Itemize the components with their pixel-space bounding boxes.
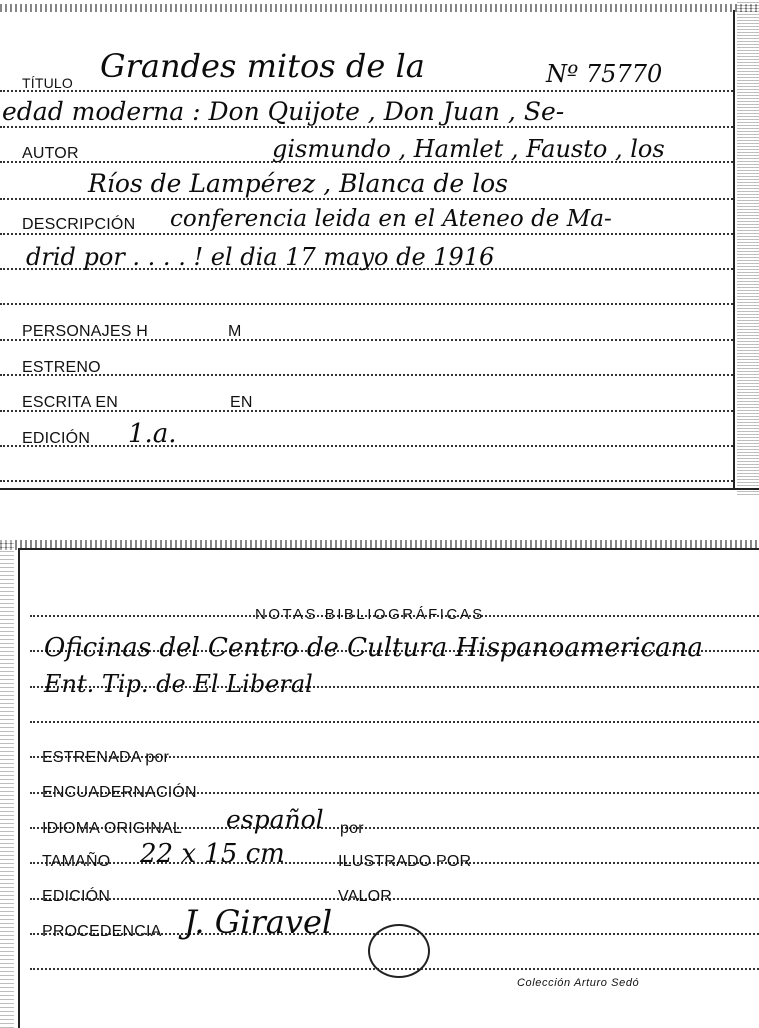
handwritten-size: 22 x 15 cm [140,839,285,869]
estrenada-label: ESTRENADA por [42,749,170,766]
handwritten-catalog-number: Nº 75770 [546,60,663,88]
ruled-line [0,126,733,128]
ruled-line [0,303,733,305]
idioma-label: IDIOMA ORIGINAL [42,820,182,837]
en-label: EN [230,394,253,411]
ruled-line [0,374,733,376]
card-left-border [18,548,20,1028]
card-top-border [18,548,759,550]
handwritten-title-line3: gismundo , Hamlet , Fausto , los [272,135,665,163]
card-left-edge [0,540,14,1028]
procedencia-label: PROCEDENCIA [42,923,162,940]
catalog-card-top [0,0,759,495]
handwritten-description-line2: drid por . . . . ! el dia 17 mayo de 1916 [26,243,495,271]
handwritten-title-line2: edad moderna : Don Quijote , Don Juan , Se- [2,97,565,126]
personajes-h-label: PERSONAJES H [22,323,148,340]
por-label: por [340,820,364,837]
estreno-label: ESTRENO [22,359,101,376]
handwritten-author: Ríos de Lampérez , Blanca de los [88,169,509,198]
ilustrado-label: ILUSTRADO POR [338,853,472,870]
ruled-line [0,90,733,92]
notas-heading: NOTAS BIBLIOGRÁFICAS [255,606,485,623]
valor-label: VALOR [338,888,393,905]
catalog-card-bottom [0,540,759,1028]
handwritten-description-line1: conferencia leida en el Ateneo de Ma- [170,206,612,232]
ruled-line [0,480,733,482]
card-bottom-border [0,488,759,490]
ruled-line [30,721,759,723]
ruled-line [0,445,733,447]
titulo-label: TÍTULO [22,75,73,91]
descripcion-label: DESCRIPCIÓN [22,216,136,233]
handwritten-title-line1: Grandes mitos de la [100,47,425,85]
tamano-label: TAMAÑO [42,853,111,870]
personajes-m-label: M [228,323,242,340]
autor-label: AUTOR [22,145,79,162]
card-right-edge [737,0,759,495]
handwritten-edition: 1.a. [128,419,177,449]
handwritten-notes-line2: Ent. Tip. de El Liberal [44,670,313,698]
encuadernacion-label: ENCUADERNACIÓN [42,784,197,801]
collection-stamp: Colección Arturo Sedó [517,977,640,989]
card-right-border [733,10,735,488]
ruled-line [30,898,759,900]
ruled-line [0,198,733,200]
escrita-en-label: ESCRITA EN [22,394,118,411]
edicion-label: EDICIÓN [22,430,91,447]
handwritten-notes-line1: Oficinas del Centro de Cultura Hispanoamericana [44,633,703,663]
card-top-edge [0,4,759,12]
edicion-label-2: EDICIÓN [42,888,111,905]
handwritten-provenance: J. Giravel [184,903,333,941]
signature-flourish [368,924,430,978]
handwritten-language: español [226,805,324,834]
